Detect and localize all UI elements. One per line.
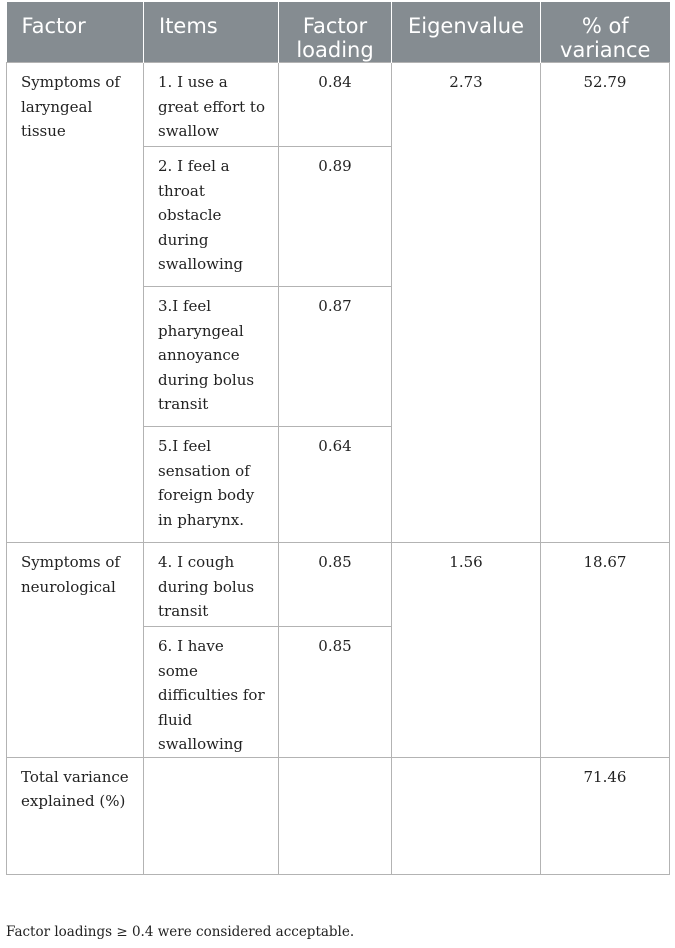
total-label-cell: Total variance explained (%) (7, 757, 144, 874)
header-items: Items (144, 2, 279, 63)
variance-cell: 52.79 (541, 63, 670, 543)
loading-cell: 0.64 (279, 427, 392, 543)
loading-cell: 0.85 (279, 543, 392, 627)
loading-cell: 0.87 (279, 287, 392, 427)
total-row (7, 757, 670, 874)
item-cell: 2. I feel a throat obstacle during swallowing (144, 147, 279, 287)
variance-cell: 18.67 (541, 543, 670, 758)
item-cell: 3.I feel pharyngeal annoyance during bolus transit (144, 287, 279, 427)
total-variance-cell: 71.46 (541, 757, 670, 874)
eigenvalue-cell: 2.73 (392, 63, 541, 543)
factor-analysis-table (6, 2, 670, 875)
empty-cell (279, 757, 392, 874)
item-cell: 5.I feel sensation of foreign body in pharynx. (144, 427, 279, 543)
loading-cell: 0.84 (279, 63, 392, 147)
header-factor-loading: Factor loading (279, 2, 392, 63)
table-header-row (7, 2, 670, 63)
eigenvalue-cell: 1.56 (392, 543, 541, 758)
loading-cell: 0.85 (279, 627, 392, 758)
factor-cell: Symptoms of neurological (7, 543, 144, 758)
header-variance: % of variance (541, 2, 670, 63)
empty-cell (144, 757, 279, 874)
header-factor: Factor (7, 2, 144, 63)
factor-table-container (6, 2, 669, 875)
item-cell: 6. I have some difficulties for fluid swallowing (144, 627, 279, 758)
item-cell: 1. I use a great effort to swallow (144, 63, 279, 147)
table-footnote: Factor loadings ≥ 0.4 were considered acceptable. (6, 924, 355, 940)
header-eigenvalue: Eigenvalue (392, 2, 541, 63)
factor-cell: Symptoms of laryngeal tissue (7, 63, 144, 543)
table-row (7, 543, 670, 627)
item-cell: 4. I cough during bolus transit (144, 543, 279, 627)
empty-cell (392, 757, 541, 874)
loading-cell: 0.89 (279, 147, 392, 287)
table-row (7, 63, 670, 147)
